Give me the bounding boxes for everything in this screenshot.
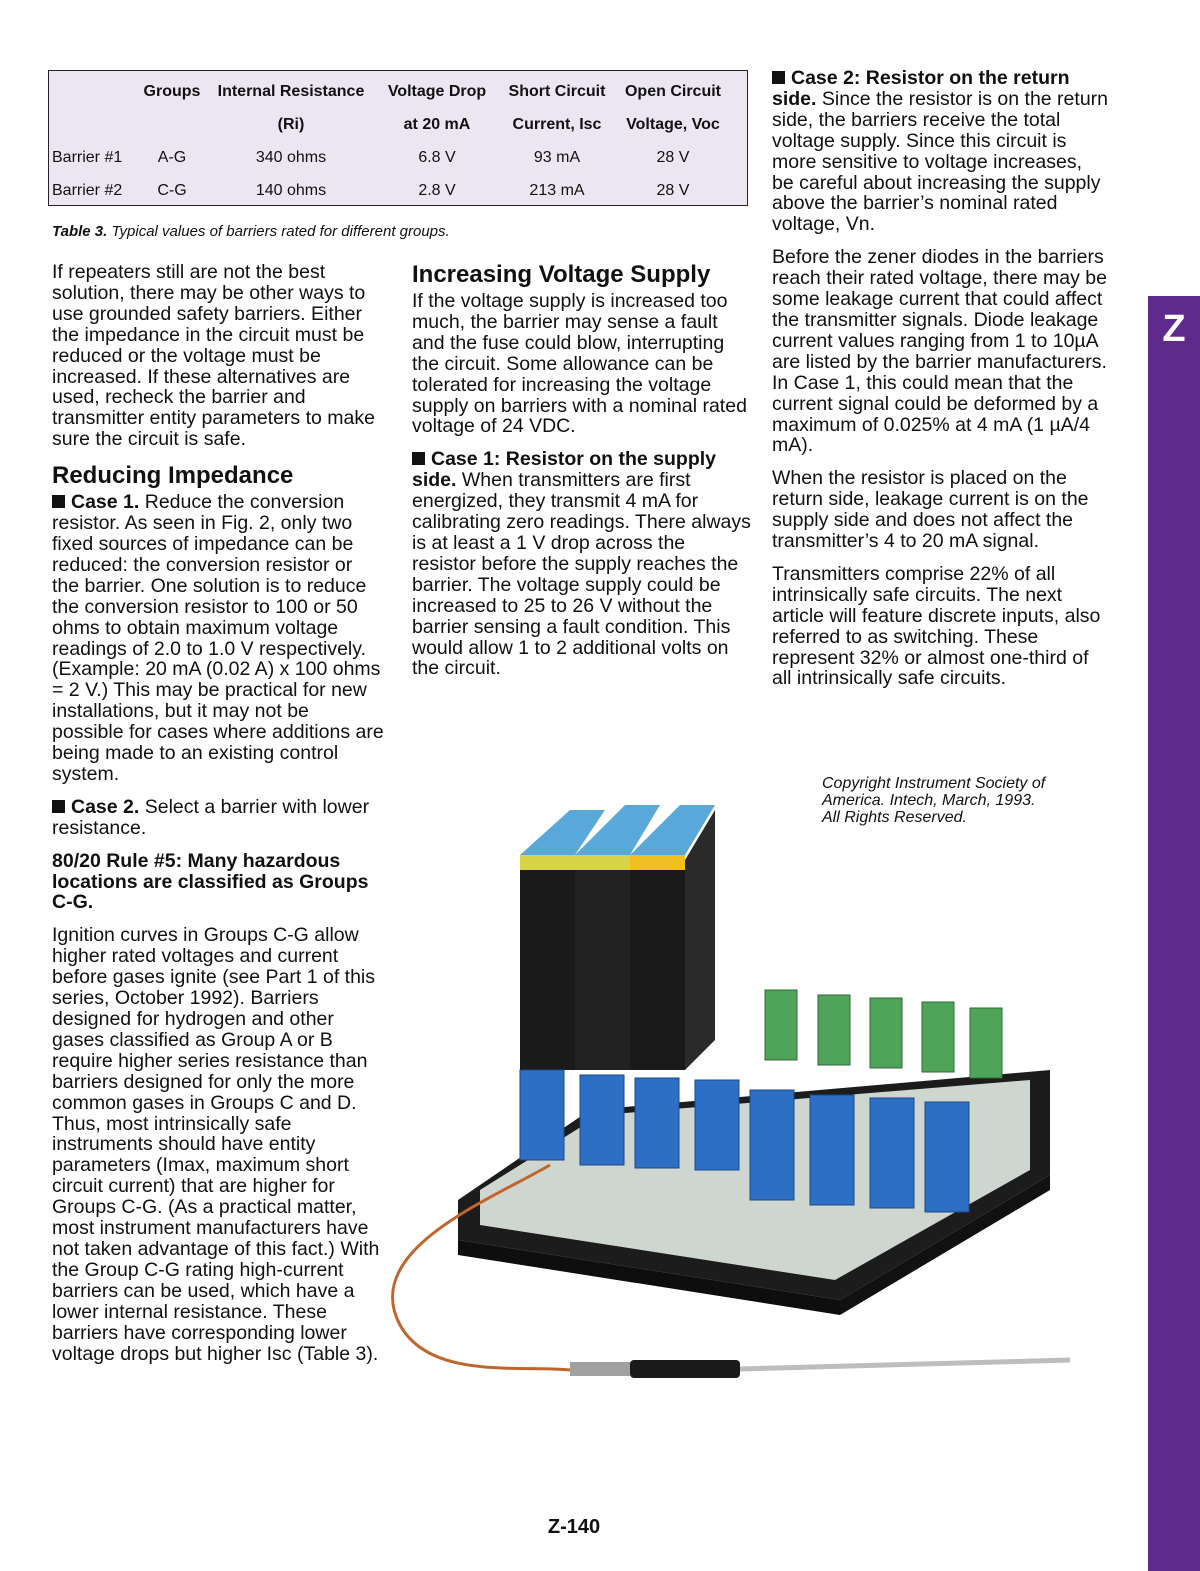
paragraph: When the resistor is placed on the return side, leakage current is on the supply side and does not affect the transmitter’s 4 to 20 mA signal.	[772, 467, 1089, 553]
paragraph: Before the zener diodes in the barriers reach their rated voltage, there may be some leakage current that could affect the transmitter signals. Diode leakage current values ranging from 1 to 10µA are listed by the barrier manufacturers. In Case 1, this could mean that the current signal could be deformed by a maximum of 0.025% at 4 mA (1 µA/4 mA).	[772, 246, 1107, 457]
column-3	[772, 68, 1108, 701]
header-cell: Open Circuit	[624, 82, 721, 100]
square-bullet-icon	[52, 800, 65, 813]
case-label: Case 1: Resistor on the supply side.	[412, 448, 716, 492]
section-heading: Increasing Voltage Supply	[412, 261, 711, 288]
intro-paragraph: If repeaters still are not the best solution, there may be other ways to use grounded safety barriers. Either the impedance in the circuit must be reduced or the voltage must be increased. If these alternatives are used, recheck the barrier and transmitter entity parameters to make sure the circuit is safe.	[52, 261, 375, 451]
case-text: Since the resistor is on the return side, the barriers receive the total voltage supply. Since this circuit is more sensitive to voltage increases, be careful about increasing the supply above the barrier’s nominal rated voltage, Vn.	[772, 87, 1108, 236]
page-number: Z-140	[547, 1516, 601, 1538]
copyright-line: Copyright Instrument Society of	[822, 775, 1046, 792]
table-cell: 213 mA	[529, 181, 585, 199]
section-tab	[1148, 296, 1200, 1571]
header-cell: Short Circuit	[508, 82, 606, 100]
table-cell: Barrier #2	[52, 181, 123, 199]
table-cell: A-G	[157, 148, 187, 166]
case-text: When transmitters are first energized, they transmit 4 mA for calibrating zero readings. There always is at least a 1 V drop across the resistor before the supply reaches the barrier. The voltage supply could be increased to 25 to 26 V without the barrier sensing a fault condition. This would allow 1 to 2 additional volts on the circuit.	[412, 469, 751, 680]
table-row	[49, 174, 731, 207]
barrier-specs-table	[49, 75, 731, 207]
copyright-line: America. Intech, March, 1993.	[822, 792, 1036, 809]
table-cell: Barrier #1	[52, 148, 123, 166]
table-cell: 6.8 V	[418, 148, 456, 166]
table-header-row	[49, 108, 731, 141]
table-header-row	[49, 75, 731, 108]
table-cell: 93 mA	[533, 148, 581, 166]
header-cell: Voltage, Voc	[626, 115, 720, 133]
case2-paragraph	[52, 797, 384, 839]
case1-paragraph	[412, 449, 752, 679]
case1-paragraph	[52, 492, 384, 785]
section-heading: Reducing Impedance	[52, 462, 294, 490]
case-text: Reduce the conversion resistor. As seen in Fig. 2, only two fixed sources of impedance can be reduced: the conversion resistor or the barrier. One solution is to reduce the conversion resistor to 100 or 50 ohms to obtain maximum voltage readings of 2.0 to 1.0 V respectively. (Example: 20 mA (0.02 A) x 100 ohms = 2 V.) This may be practical for new installations, but it may not be possible for cases where additions are being made to an existing control system.	[52, 491, 384, 785]
case2-paragraph	[772, 68, 1108, 235]
header-cell: Voltage Drop	[387, 82, 487, 100]
table-cell: C-G	[157, 181, 187, 199]
specs-table-box	[48, 70, 748, 206]
header-cell: Internal Resistance	[217, 82, 365, 100]
header-cell: at 20 mA	[403, 115, 471, 133]
header-cell: (Ri)	[277, 115, 305, 133]
table-cell: 2.8 V	[418, 181, 456, 199]
table-cell: 340 ohms	[255, 148, 327, 166]
caption-text: Typical values of barriers rated for different groups.	[111, 223, 450, 240]
table-row	[49, 141, 731, 174]
paragraph: Transmitters comprise 22% of all intrinsically safe circuits. The next article will feature discrete inputs, also referred to as switching. These represent 32% or almost one-third of all intrinsically safe circuits.	[772, 562, 1101, 690]
rule-heading: 80/20 Rule #5: Many hazardous locations are classified as Groups C-G.	[52, 849, 369, 914]
case-label: Case 2: Resistor on the return side.	[772, 67, 1070, 110]
copyright-line: All Rights Reserved.	[822, 809, 967, 826]
rule-paragraph: Ignition curves in Groups C-G allow higher rated voltages and current before gases ignite (see Part 1 of this series, October 1992). Barriers designed for hydrogen and other gases classified as Group A or B require higher series resistance than barriers designed for only the more common gases in Groups C and D. Thus, most intrinsically safe instruments should have entity parameters (Imax, maximum short circuit current) that are higher for Groups C-G. (As a practical matter, most instrument manufacturers have not taken advantage of this fact.) With the Group C-G rating high-current barriers can be used, which have a lower internal resistance. These barriers have corresponding lower voltage drops but higher Isc (Table 3).	[52, 924, 380, 1365]
table-cell: 28 V	[656, 181, 690, 199]
square-bullet-icon	[52, 495, 65, 508]
tab-letter: Z	[1162, 308, 1186, 350]
column-1	[52, 262, 384, 1376]
header-cell: Current, Isc	[512, 115, 602, 133]
square-bullet-icon	[412, 452, 425, 465]
column-2	[412, 261, 752, 691]
table-caption	[52, 223, 450, 240]
case-label: Case 2.	[71, 795, 140, 818]
header-cell	[49, 108, 137, 141]
header-cell	[137, 108, 207, 141]
header-cell	[49, 75, 137, 108]
intro-paragraph: If the voltage supply is increased too much, the barrier may sense a fault and the fuse could blow, interrupting the circuit. Some allowance can be tolerated for increasing the voltage supply on barriers with a nominal rated voltage of 24 VDC.	[412, 290, 747, 438]
case-label: Case 1.	[71, 491, 140, 514]
barrier-product-photo	[370, 780, 1130, 1420]
header-cell: Groups	[143, 82, 201, 100]
caption-label: Table 3.	[52, 223, 108, 240]
table-cell: 28 V	[656, 148, 690, 166]
square-bullet-icon	[772, 71, 785, 84]
table-cell: 140 ohms	[255, 181, 327, 199]
case-text: Select a barrier with lower resistance.	[52, 795, 370, 839]
